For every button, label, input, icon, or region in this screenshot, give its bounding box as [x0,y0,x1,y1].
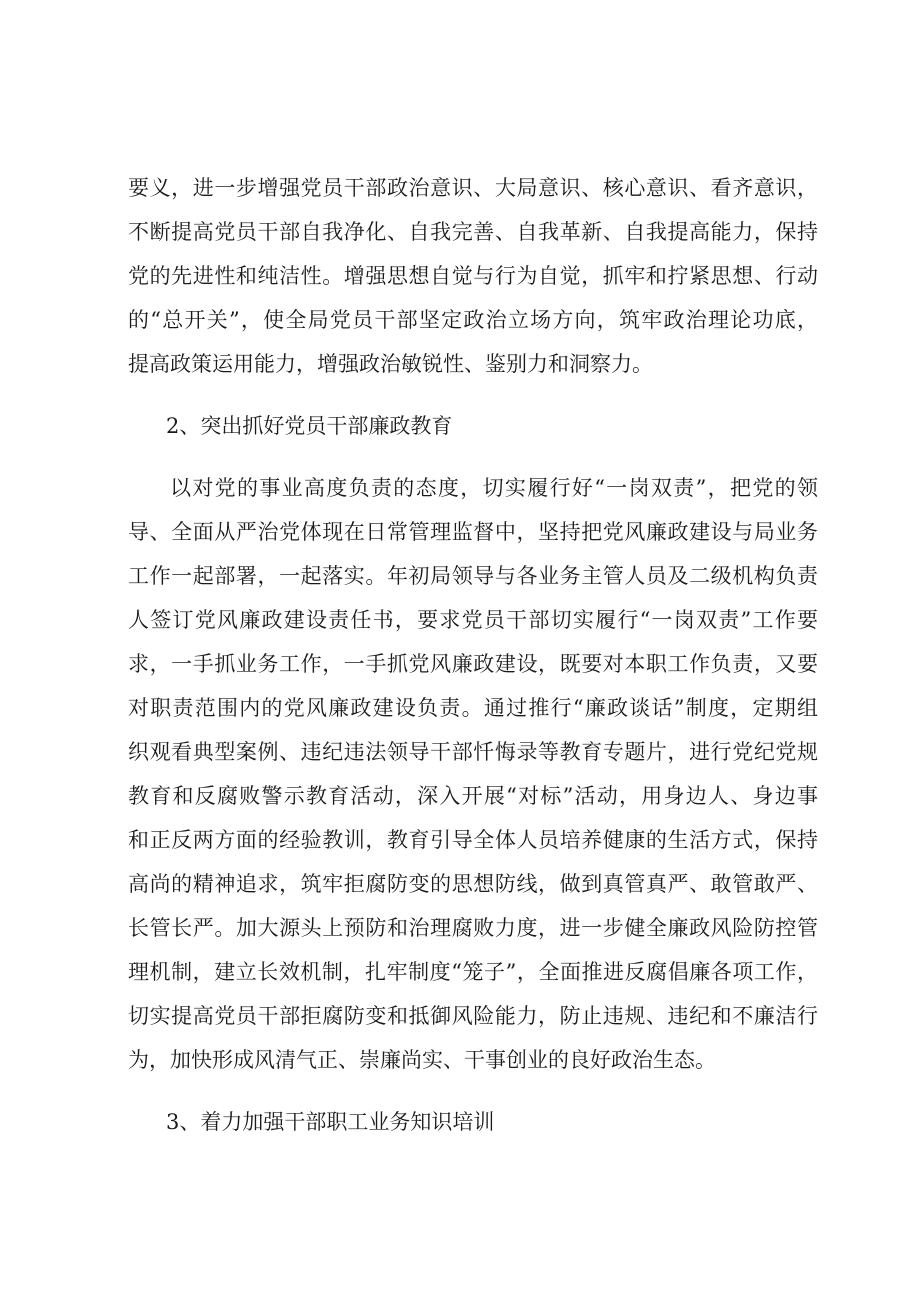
paragraph-line: 工作一起部署，一起落实。年初局领导与各业务主管人员及二级机构负责 [128,564,818,588]
paragraph-line: 和正反两方面的经验教训，教育引导全体人员培养健康的生活方式，保持 [128,828,818,852]
paragraph-line: 导、全面从严治党体现在日常管理监督中，坚持把党风廉政建设与局业务 [128,520,818,544]
paragraph-line: 不断提高党员干部自我净化、自我完善、自我革新、自我提高能力，保持 [128,220,818,244]
paragraph-line: 织观看典型案例、违纪违法领导干部忏悔录等教育专题片，进行党纪党规 [128,740,818,764]
paragraph-line: 对职责范围内的党风廉政建设负责。通过推行“廉政谈话”制度，定期组 [128,696,818,720]
paragraph-line: 教育和反腐败警示教育活动，深入开展“对标”活动，用身边人、身边事 [128,784,818,808]
paragraph-line: 以对党的事业高度负责的态度，切实履行好“一岗双责”，把党的领 [170,476,818,500]
paragraph-line: 的“总开关”，使全局党员干部坚定政治立场方向，筑牢政治理论功底， [128,308,818,332]
paragraph-line: 为，加快形成风清气正、崇廉尚实、干事创业的良好政治生态。 [128,1048,716,1072]
paragraph-line: 理机制，建立长效机制，扎牢制度“笼子”，全面推进反腐倡廉各项工作， [128,960,818,984]
paragraph-line: 党的先进性和纯洁性。增强思想自觉与行为自觉，抓牢和拧紧思想、行动 [128,264,818,288]
paragraph-line: 高尚的精神追求，筑牢拒腐防变的思想防线，做到真管真严、敢管敢严、 [128,872,818,896]
document-body [128,166,818,1144]
paragraph-line: 提高政策运用能力，增强政治敏锐性、鉴别力和洞察力。 [128,352,653,376]
paragraph-line: 求，一手抓业务工作，一手抓党风廉政建设，既要对本职工作负责，又要 [128,652,818,676]
paragraph-1 [128,166,818,386]
paragraph-line: 长管长严。加大源头上预防和治理腐败力度，进一步健全廉政风险防控管 [128,916,818,940]
paragraph-line: 人签订党风廉政建设责任书，要求党员干部切实履行“一岗双责”工作要 [128,608,818,632]
section-heading-2: 2、突出抓好党员干部廉政教育 [166,414,453,438]
paragraph-line: 切实提高党员干部拒腐防变和抵御风险能力，防止违规、违纪和不廉洁行 [128,1004,818,1028]
paragraph-2 [128,466,818,1082]
paragraph-line: 要义，进一步增强党员干部政治意识、大局意识、核心意识、看齐意识， [128,176,818,200]
section-heading-3: 3、着力加强干部职工业务知识培训 [166,1110,495,1134]
